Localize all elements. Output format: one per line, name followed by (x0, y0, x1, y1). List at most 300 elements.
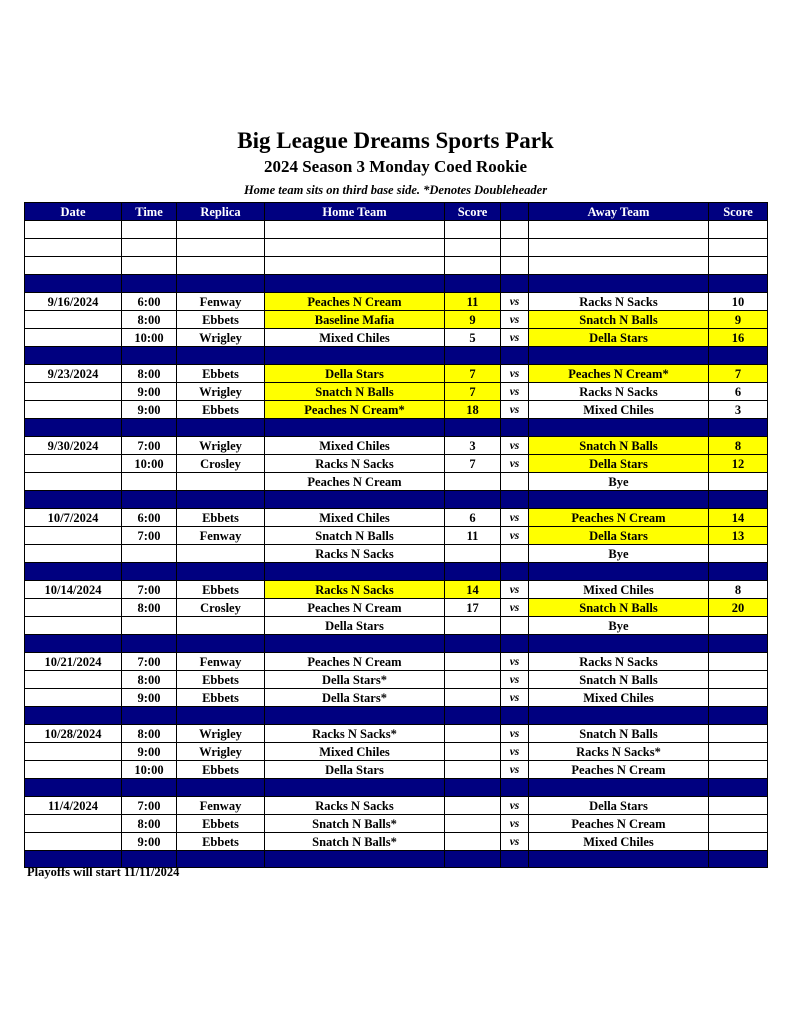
away-team-cell: Racks N Sacks (529, 293, 709, 311)
away-score-cell: 7 (709, 365, 768, 383)
week-separator (25, 275, 768, 293)
game-row (25, 509, 768, 527)
date-cell (25, 599, 122, 617)
date-cell (25, 743, 122, 761)
home-team-cell: Mixed Chiles (265, 743, 445, 761)
separator-cell (265, 851, 445, 868)
time-cell: 10:00 (122, 329, 177, 347)
home-score-cell (445, 761, 501, 779)
time-cell: 9:00 (122, 401, 177, 419)
vs-cell: vs (501, 797, 529, 815)
away-team-cell: Della Stars (529, 455, 709, 473)
separator-cell (122, 563, 177, 581)
home-team-cell: Racks N Sacks (265, 581, 445, 599)
home-score-cell (445, 833, 501, 851)
separator-cell (445, 347, 501, 365)
away-team-cell: Bye (529, 617, 709, 635)
away-score-cell (709, 815, 768, 833)
away-score-cell: 13 (709, 527, 768, 545)
home-team-cell: Della Stars (265, 617, 445, 635)
separator-cell (709, 275, 768, 293)
replica-cell: Wrigley (177, 725, 265, 743)
date-cell: 10/21/2024 (25, 653, 122, 671)
time-cell: 10:00 (122, 455, 177, 473)
separator-cell (265, 707, 445, 725)
home-team-cell: Baseline Mafia (265, 311, 445, 329)
empty-cell (25, 221, 122, 239)
empty-cell (177, 257, 265, 275)
home-team-cell: Racks N Sacks* (265, 725, 445, 743)
away-team-cell: Snatch N Balls (529, 725, 709, 743)
date-cell (25, 545, 122, 563)
game-row (25, 617, 768, 635)
separator-cell (122, 707, 177, 725)
empty-cell (122, 239, 177, 257)
home-score-cell: 11 (445, 293, 501, 311)
separator-cell (122, 635, 177, 653)
home-score-cell (445, 545, 501, 563)
separator-cell (265, 779, 445, 797)
away-team-cell: Snatch N Balls (529, 311, 709, 329)
time-cell: 6:00 (122, 509, 177, 527)
game-row (25, 653, 768, 671)
home-score-cell: 9 (445, 311, 501, 329)
home-team-cell: Mixed Chiles (265, 509, 445, 527)
separator-cell (445, 563, 501, 581)
separator-cell (177, 563, 265, 581)
away-score-cell (709, 743, 768, 761)
game-row (25, 743, 768, 761)
separator-cell (25, 635, 122, 653)
replica-cell: Wrigley (177, 383, 265, 401)
game-row (25, 581, 768, 599)
away-team-cell: Mixed Chiles (529, 833, 709, 851)
separator-cell (709, 707, 768, 725)
away-score-cell: 6 (709, 383, 768, 401)
replica-cell (177, 617, 265, 635)
empty-cell (265, 221, 445, 239)
replica-cell: Fenway (177, 653, 265, 671)
game-row (25, 437, 768, 455)
empty-cell (177, 221, 265, 239)
time-cell: 9:00 (122, 689, 177, 707)
game-row (25, 293, 768, 311)
time-cell: 8:00 (122, 311, 177, 329)
home-team-cell: Snatch N Balls (265, 527, 445, 545)
time-cell: 8:00 (122, 815, 177, 833)
date-cell (25, 761, 122, 779)
replica-cell: Ebbets (177, 815, 265, 833)
time-cell: 7:00 (122, 581, 177, 599)
home-score-cell: 11 (445, 527, 501, 545)
home-team-cell: Racks N Sacks (265, 545, 445, 563)
away-team-cell: Mixed Chiles (529, 581, 709, 599)
home-score-cell: 3 (445, 437, 501, 455)
week-separator (25, 491, 768, 509)
home-score-cell: 18 (445, 401, 501, 419)
separator-cell (501, 707, 529, 725)
separator-cell (265, 635, 445, 653)
game-row (25, 689, 768, 707)
separator-cell (265, 347, 445, 365)
separator-cell (529, 707, 709, 725)
time-cell (122, 545, 177, 563)
away-score-cell: 3 (709, 401, 768, 419)
separator-cell (709, 491, 768, 509)
date-cell: 9/16/2024 (25, 293, 122, 311)
away-score-cell: 12 (709, 455, 768, 473)
vs-cell: vs (501, 293, 529, 311)
separator-cell (709, 779, 768, 797)
vs-cell: vs (501, 815, 529, 833)
date-cell (25, 383, 122, 401)
away-team-cell: Bye (529, 545, 709, 563)
separator-cell (445, 275, 501, 293)
home-team-cell: Peaches N Cream (265, 473, 445, 491)
date-cell (25, 617, 122, 635)
vs-cell (501, 473, 529, 491)
vs-cell: vs (501, 527, 529, 545)
col-vs-header (501, 203, 529, 221)
away-team-cell: Peaches N Cream (529, 509, 709, 527)
time-cell: 6:00 (122, 293, 177, 311)
home-score-cell: 7 (445, 455, 501, 473)
replica-cell: Fenway (177, 293, 265, 311)
away-score-cell (709, 617, 768, 635)
separator-cell (25, 707, 122, 725)
game-row (25, 401, 768, 419)
separator-cell (25, 563, 122, 581)
replica-cell: Fenway (177, 527, 265, 545)
page-subtitle: 2024 Season 3 Monday Coed Rookie (263, 157, 528, 176)
away-score-cell: 8 (709, 581, 768, 599)
away-team-cell: Della Stars (529, 527, 709, 545)
away-score-cell: 14 (709, 509, 768, 527)
game-row (25, 725, 768, 743)
week-separator (25, 563, 768, 581)
separator-cell (177, 635, 265, 653)
away-score-cell (709, 671, 768, 689)
vs-cell: vs (501, 455, 529, 473)
col-home-team-header: Home Team (265, 203, 445, 221)
separator-cell (529, 635, 709, 653)
replica-cell: Ebbets (177, 401, 265, 419)
replica-cell: Ebbets (177, 365, 265, 383)
vs-cell: vs (501, 383, 529, 401)
vs-cell: vs (501, 689, 529, 707)
away-team-cell: Peaches N Cream (529, 761, 709, 779)
away-score-cell: 10 (709, 293, 768, 311)
game-row (25, 797, 768, 815)
time-cell: 9:00 (122, 743, 177, 761)
time-cell: 7:00 (122, 797, 177, 815)
week-separator (25, 635, 768, 653)
vs-cell (501, 617, 529, 635)
separator-cell (501, 779, 529, 797)
col-away-score-header: Score (709, 203, 768, 221)
time-cell: 8:00 (122, 671, 177, 689)
away-score-cell (709, 725, 768, 743)
game-row (25, 329, 768, 347)
separator-cell (529, 347, 709, 365)
home-team-cell: Della Stars (265, 761, 445, 779)
home-team-cell: Snatch N Balls (265, 383, 445, 401)
empty-cell (177, 239, 265, 257)
replica-cell (177, 545, 265, 563)
vs-cell: vs (501, 599, 529, 617)
date-cell: 11/4/2024 (25, 797, 122, 815)
separator-cell (529, 275, 709, 293)
home-team-cell: Peaches N Cream* (265, 401, 445, 419)
game-row (25, 311, 768, 329)
home-score-cell: 6 (445, 509, 501, 527)
separator-cell (177, 779, 265, 797)
game-row (25, 545, 768, 563)
away-score-cell (709, 833, 768, 851)
away-team-cell: Peaches N Cream* (529, 365, 709, 383)
separator-cell (177, 707, 265, 725)
empty-cell (501, 239, 529, 257)
away-score-cell (709, 653, 768, 671)
empty-cell (445, 257, 501, 275)
week-separator (25, 707, 768, 725)
game-row (25, 599, 768, 617)
replica-cell: Ebbets (177, 671, 265, 689)
date-cell (25, 473, 122, 491)
home-score-cell (445, 653, 501, 671)
replica-cell: Ebbets (177, 761, 265, 779)
week-separator (25, 419, 768, 437)
vs-cell: vs (501, 509, 529, 527)
date-cell (25, 329, 122, 347)
separator-cell (25, 275, 122, 293)
away-score-cell (709, 473, 768, 491)
empty-cell (445, 221, 501, 239)
game-row (25, 815, 768, 833)
away-score-cell: 16 (709, 329, 768, 347)
vs-cell: vs (501, 653, 529, 671)
date-cell (25, 671, 122, 689)
date-cell (25, 815, 122, 833)
home-team-cell: Della Stars* (265, 689, 445, 707)
schedule-note: Home team sits on third base side. *Denotes Doubleheader (243, 183, 548, 197)
empty-cell (265, 257, 445, 275)
replica-cell: Crosley (177, 455, 265, 473)
empty-cell (529, 239, 709, 257)
separator-cell (445, 779, 501, 797)
away-team-cell: Racks N Sacks (529, 383, 709, 401)
replica-cell (177, 473, 265, 491)
date-cell (25, 311, 122, 329)
replica-cell: Ebbets (177, 581, 265, 599)
separator-cell (709, 563, 768, 581)
empty-cell (265, 239, 445, 257)
game-row (25, 527, 768, 545)
vs-cell: vs (501, 329, 529, 347)
separator-cell (177, 419, 265, 437)
separator-cell (265, 491, 445, 509)
week-separator (25, 779, 768, 797)
vs-cell: vs (501, 365, 529, 383)
vs-cell: vs (501, 761, 529, 779)
empty-cell (709, 221, 768, 239)
away-score-cell: 8 (709, 437, 768, 455)
home-team-cell: Snatch N Balls* (265, 833, 445, 851)
home-score-cell: 14 (445, 581, 501, 599)
separator-cell (445, 419, 501, 437)
week-separator (25, 347, 768, 365)
home-team-cell: Della Stars (265, 365, 445, 383)
home-score-cell (445, 671, 501, 689)
date-cell (25, 527, 122, 545)
separator-cell (265, 275, 445, 293)
replica-cell: Fenway (177, 797, 265, 815)
empty-cell (529, 221, 709, 239)
schedule-body (25, 221, 768, 868)
replica-cell: Wrigley (177, 329, 265, 347)
separator-cell (501, 419, 529, 437)
separator-cell (122, 779, 177, 797)
home-score-cell (445, 797, 501, 815)
separator-cell (709, 851, 768, 868)
schedule-table (24, 202, 768, 868)
vs-cell: vs (501, 743, 529, 761)
vs-cell: vs (501, 437, 529, 455)
home-score-cell (445, 815, 501, 833)
separator-cell (501, 563, 529, 581)
away-team-cell: Della Stars (529, 797, 709, 815)
away-team-cell: Bye (529, 473, 709, 491)
time-cell: 8:00 (122, 365, 177, 383)
away-team-cell: Mixed Chiles (529, 689, 709, 707)
home-team-cell: Peaches N Cream (265, 293, 445, 311)
game-row (25, 473, 768, 491)
separator-cell (122, 491, 177, 509)
empty-cell (709, 257, 768, 275)
empty-cell (529, 257, 709, 275)
vs-cell: vs (501, 833, 529, 851)
separator-cell (25, 491, 122, 509)
empty-cell (25, 239, 122, 257)
home-team-cell: Peaches N Cream (265, 653, 445, 671)
replica-cell: Ebbets (177, 509, 265, 527)
away-team-cell: Mixed Chiles (529, 401, 709, 419)
separator-cell (529, 419, 709, 437)
date-cell: 10/7/2024 (25, 509, 122, 527)
time-cell: 10:00 (122, 761, 177, 779)
away-score-cell: 9 (709, 311, 768, 329)
away-score-cell (709, 761, 768, 779)
separator-cell (177, 851, 265, 868)
empty-cell (709, 239, 768, 257)
vs-cell: vs (501, 581, 529, 599)
separator-cell (709, 347, 768, 365)
separator-cell (529, 563, 709, 581)
date-cell: 10/28/2024 (25, 725, 122, 743)
separator-cell (177, 491, 265, 509)
date-cell (25, 455, 122, 473)
separator-cell (501, 275, 529, 293)
home-score-cell (445, 689, 501, 707)
away-score-cell (709, 689, 768, 707)
home-team-cell: Racks N Sacks (265, 797, 445, 815)
game-row (25, 761, 768, 779)
separator-cell (25, 779, 122, 797)
home-score-cell (445, 743, 501, 761)
vs-cell: vs (501, 671, 529, 689)
game-row (25, 671, 768, 689)
away-score-cell (709, 545, 768, 563)
home-score-cell (445, 617, 501, 635)
separator-cell (501, 347, 529, 365)
separator-cell (529, 851, 709, 868)
home-team-cell: Della Stars* (265, 671, 445, 689)
separator-cell (445, 851, 501, 868)
time-cell: 9:00 (122, 383, 177, 401)
vs-cell: vs (501, 725, 529, 743)
home-team-cell: Racks N Sacks (265, 455, 445, 473)
replica-cell: Ebbets (177, 689, 265, 707)
time-cell: 9:00 (122, 833, 177, 851)
game-row (25, 365, 768, 383)
col-away-team-header: Away Team (529, 203, 709, 221)
home-score-cell: 17 (445, 599, 501, 617)
time-cell: 7:00 (122, 653, 177, 671)
date-cell (25, 401, 122, 419)
vs-cell: vs (501, 401, 529, 419)
home-score-cell: 7 (445, 383, 501, 401)
page-title: Big League Dreams Sports Park (237, 128, 554, 153)
replica-cell: Ebbets (177, 311, 265, 329)
separator-cell (529, 491, 709, 509)
away-team-cell: Peaches N Cream (529, 815, 709, 833)
separator-cell (25, 419, 122, 437)
separator-cell (445, 491, 501, 509)
time-cell (122, 617, 177, 635)
header-row (25, 203, 768, 221)
away-team-cell: Snatch N Balls (529, 599, 709, 617)
time-cell (122, 473, 177, 491)
game-row (25, 833, 768, 851)
empty-cell (501, 221, 529, 239)
empty-cell (445, 239, 501, 257)
empty-cell (501, 257, 529, 275)
separator-cell (122, 419, 177, 437)
home-team-cell: Peaches N Cream (265, 599, 445, 617)
separator-cell (529, 779, 709, 797)
separator-cell (445, 635, 501, 653)
separator-cell (501, 851, 529, 868)
date-cell: 10/14/2024 (25, 581, 122, 599)
away-team-cell: Racks N Sacks* (529, 743, 709, 761)
blank-row (25, 221, 768, 239)
home-score-cell (445, 473, 501, 491)
col-time-header: Time (122, 203, 177, 221)
away-team-cell: Della Stars (529, 329, 709, 347)
date-cell (25, 689, 122, 707)
separator-cell (501, 491, 529, 509)
separator-cell (709, 419, 768, 437)
home-team-cell: Mixed Chiles (265, 437, 445, 455)
away-team-cell: Snatch N Balls (529, 437, 709, 455)
empty-cell (25, 257, 122, 275)
replica-cell: Wrigley (177, 743, 265, 761)
separator-cell (177, 275, 265, 293)
separator-cell (177, 347, 265, 365)
time-cell: 8:00 (122, 599, 177, 617)
away-team-cell: Snatch N Balls (529, 671, 709, 689)
separator-cell (709, 635, 768, 653)
